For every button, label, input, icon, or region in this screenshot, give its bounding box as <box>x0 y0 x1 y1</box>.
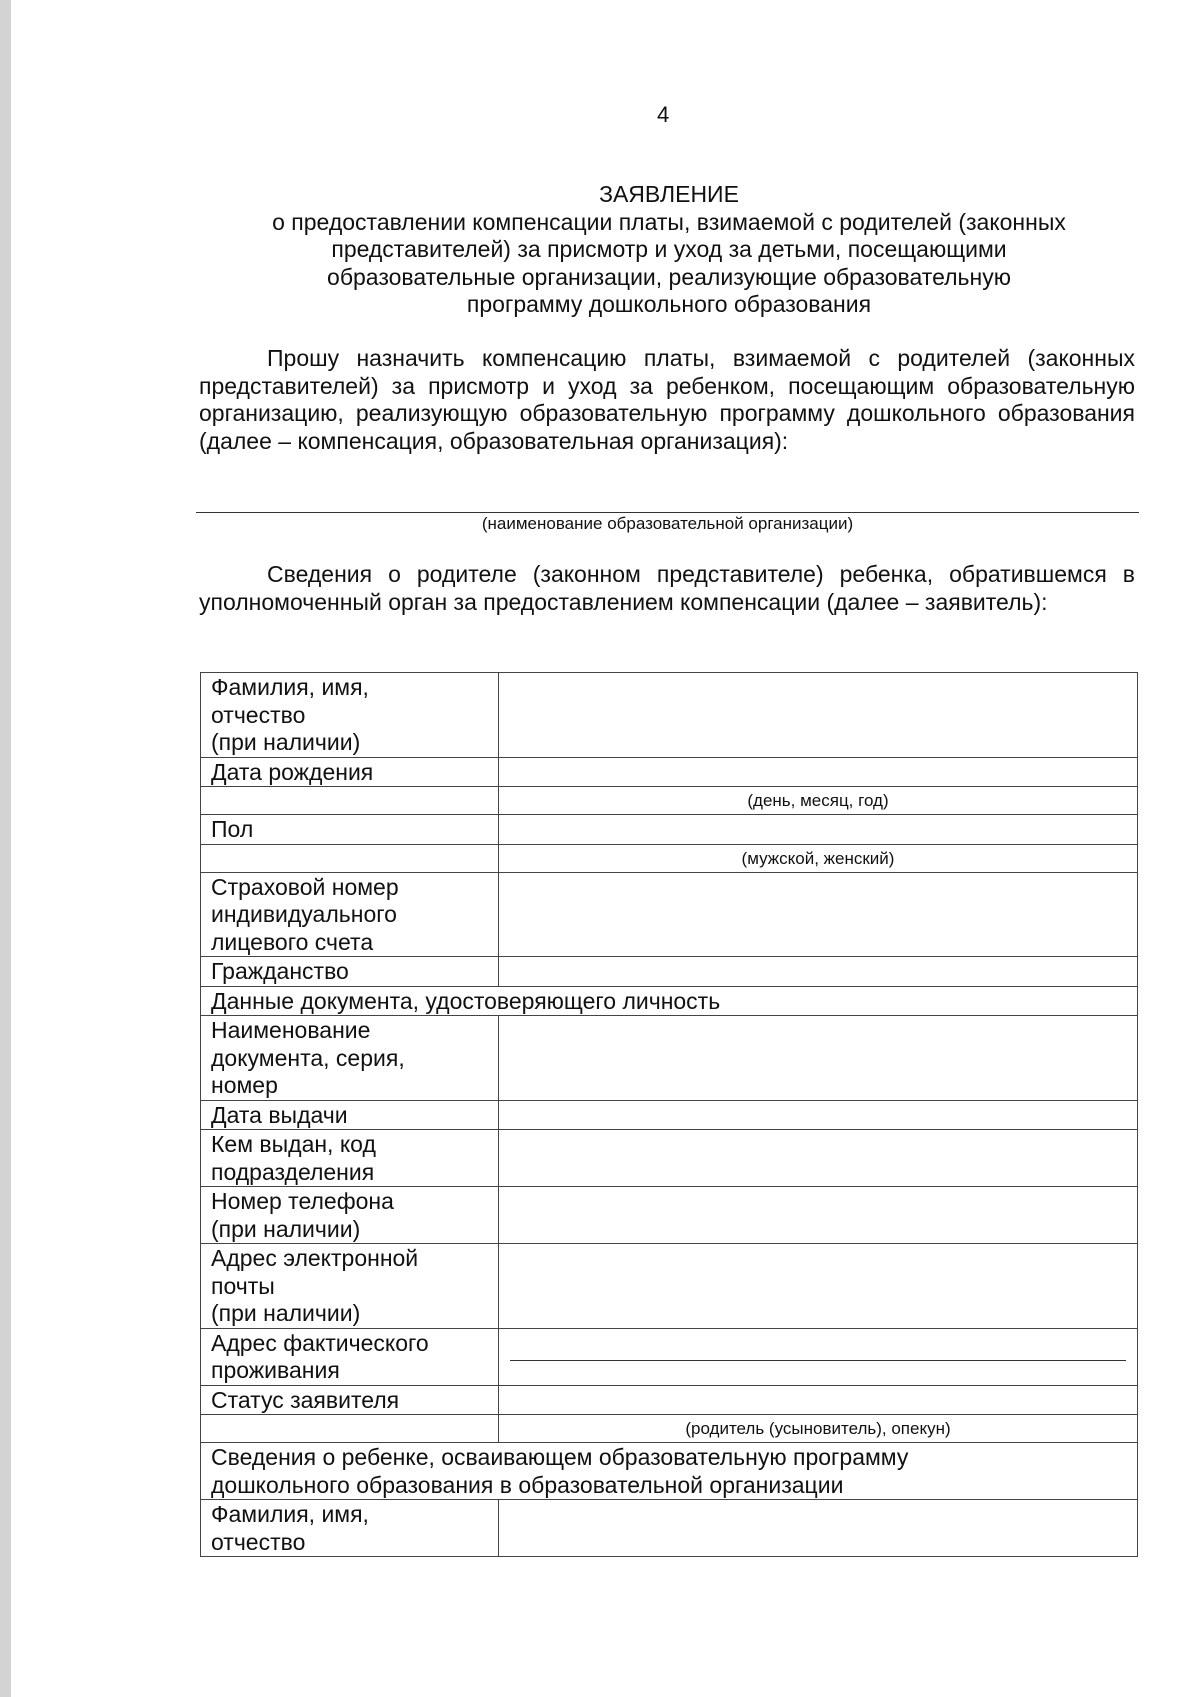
value-doc-name[interactable] <box>499 1016 1138 1101</box>
label-citizenship: Гражданство <box>201 957 499 987</box>
table-row <box>201 1443 1138 1500</box>
table-row <box>201 957 1138 987</box>
value-child-fio[interactable] <box>499 1500 1138 1557</box>
label-sex: Пол <box>201 815 499 845</box>
label-phone: Номер телефона (при наличии) <box>201 1187 499 1244</box>
label-doc-name: Наименование документа, серия, номер <box>201 1016 499 1101</box>
label-issued-by: Кем выдан, код подразделения <box>201 1130 499 1187</box>
title-line-2: представителей) за присмотр и уход за детьми, посещающими <box>331 236 1007 262</box>
table-row <box>201 1187 1138 1244</box>
label-fio: Фамилия, имя, отчество (при наличии) <box>201 673 499 758</box>
label-empty <box>201 844 499 872</box>
label-birth-date: Дата рождения <box>201 757 499 787</box>
value-email[interactable] <box>499 1244 1138 1329</box>
value-phone[interactable] <box>499 1187 1138 1244</box>
organization-name-caption: (наименование образовательной организации) <box>481 514 854 533</box>
intro-paragraph: Прошу назначить компенсацию платы, взимаемой с родителей (законных представителей) за присмотр и уход за ребенком, посещающим образовательную организацию, реализующую образовательную программу дошкольного образования (далее – компенсация, образовательная организация): <box>199 345 1135 454</box>
address-fill-line <box>510 1360 1126 1361</box>
value-fio[interactable] <box>499 673 1138 758</box>
organization-name-line[interactable] <box>196 512 1139 513</box>
value-snils[interactable] <box>499 872 1138 957</box>
section-child-info: Сведения о ребенке, осваивающем образовательную программу дошкольного образования в образовательной организации <box>201 1443 1138 1500</box>
label-address: Адрес фактического проживания <box>201 1328 499 1385</box>
applicant-info-table <box>200 672 1138 1557</box>
value-issued-by[interactable] <box>499 1130 1138 1187</box>
table-row <box>201 815 1138 845</box>
section-id-document: Данные документа, удостоверяющего личность <box>201 986 1138 1016</box>
table-row <box>201 673 1138 758</box>
value-sex[interactable] <box>499 815 1138 845</box>
document-title <box>199 181 1139 319</box>
title-line-4: программу дошкольного образования <box>466 291 872 317</box>
table-row <box>201 757 1138 787</box>
table-row <box>201 872 1138 957</box>
table-row <box>201 787 1138 815</box>
title-heading: ЗАЯВЛЕНИЕ <box>599 181 739 207</box>
table-row <box>201 1100 1138 1130</box>
table-row <box>201 844 1138 872</box>
title-line-1: о предоставлении компенсации платы, взимаемой с родителей (законных <box>272 208 1066 235</box>
label-status: Статус заявителя <box>201 1385 499 1415</box>
hint-sex: (мужской, женский) <box>499 844 1138 872</box>
applicant-paragraph: Сведения о родителе (законном представителе) ребенка, обратившемся в уполномоченный орган за предоставлением компенсации (далее – заявитель): <box>199 561 1135 615</box>
table-row <box>201 1415 1138 1443</box>
table-row <box>201 1385 1138 1415</box>
title-line-3: образовательные организации, реализующие образовательную <box>327 263 1011 290</box>
value-citizenship[interactable] <box>499 957 1138 987</box>
value-status[interactable] <box>499 1385 1138 1415</box>
table-row <box>201 986 1138 1016</box>
hint-status: (родитель (усыновитель), опекун) <box>499 1415 1138 1443</box>
table-row <box>201 1500 1138 1557</box>
table-row <box>201 1328 1138 1385</box>
label-child-fio: Фамилия, имя, отчество <box>201 1500 499 1557</box>
table-row <box>201 1016 1138 1101</box>
table-row <box>201 1130 1138 1187</box>
label-empty <box>201 1415 499 1443</box>
label-email: Адрес электронной почты (при наличии) <box>201 1244 499 1329</box>
label-issue-date: Дата выдачи <box>201 1100 499 1130</box>
value-issue-date[interactable] <box>499 1100 1138 1130</box>
value-birth-date[interactable] <box>499 757 1138 787</box>
document-page <box>11 0 1200 1697</box>
hint-birth-date: (день, месяц, год) <box>499 787 1138 815</box>
table-row <box>201 1244 1138 1329</box>
value-address[interactable] <box>499 1328 1138 1385</box>
label-empty <box>201 787 499 815</box>
page-number: 4 <box>657 102 670 127</box>
label-snils: Страховой номер индивидуального лицевого счета <box>201 872 499 957</box>
